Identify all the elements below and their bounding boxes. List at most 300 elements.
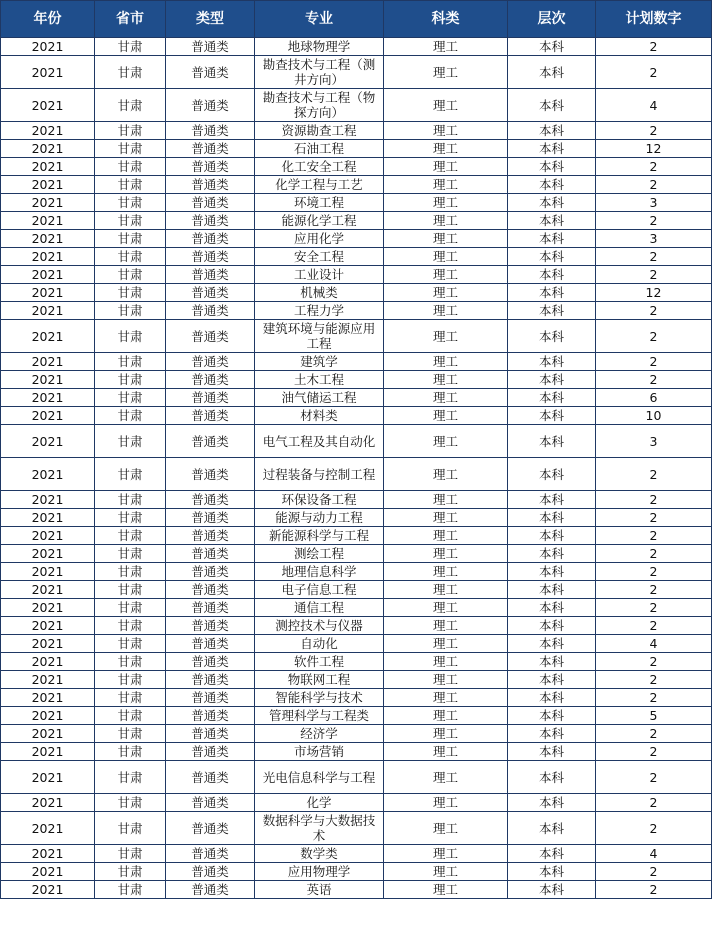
- cell-subject: 理工: [384, 158, 508, 176]
- cell-subject: 理工: [384, 458, 508, 491]
- cell-year: 2021: [1, 707, 95, 725]
- cell-subject: 理工: [384, 725, 508, 743]
- cell-level: 本科: [508, 122, 596, 140]
- cell-type: 普通类: [166, 581, 255, 599]
- cell-plan-count: 2: [596, 794, 712, 812]
- cell-type: 普通类: [166, 320, 255, 353]
- cell-type: 普通类: [166, 140, 255, 158]
- header-subject: 科类: [384, 1, 508, 38]
- cell-level: 本科: [508, 653, 596, 671]
- cell-type: 普通类: [166, 122, 255, 140]
- table-row: [1, 635, 712, 653]
- cell-level: 本科: [508, 194, 596, 212]
- cell-level: 本科: [508, 491, 596, 509]
- cell-plan-count: 2: [596, 812, 712, 845]
- cell-province: 甘肃: [95, 761, 166, 794]
- cell-type: 普通类: [166, 653, 255, 671]
- cell-province: 甘肃: [95, 212, 166, 230]
- cell-type: 普通类: [166, 563, 255, 581]
- cell-major: 化学工程与工艺: [255, 176, 384, 194]
- cell-level: 本科: [508, 230, 596, 248]
- cell-plan-count: 3: [596, 425, 712, 458]
- cell-province: 甘肃: [95, 353, 166, 371]
- cell-province: 甘肃: [95, 89, 166, 122]
- cell-level: 本科: [508, 458, 596, 491]
- cell-major: 石油工程: [255, 140, 384, 158]
- table-row: [1, 689, 712, 707]
- cell-major: 新能源科学与工程: [255, 527, 384, 545]
- cell-type: 普通类: [166, 248, 255, 266]
- table-row: [1, 794, 712, 812]
- cell-plan-count: 2: [596, 266, 712, 284]
- cell-level: 本科: [508, 302, 596, 320]
- cell-year: 2021: [1, 581, 95, 599]
- cell-major: 油气储运工程: [255, 389, 384, 407]
- table-row: [1, 407, 712, 425]
- cell-level: 本科: [508, 599, 596, 617]
- cell-province: 甘肃: [95, 248, 166, 266]
- table-row: [1, 653, 712, 671]
- cell-level: 本科: [508, 707, 596, 725]
- cell-year: 2021: [1, 761, 95, 794]
- cell-subject: 理工: [384, 38, 508, 56]
- cell-major: 机械类: [255, 284, 384, 302]
- cell-subject: 理工: [384, 671, 508, 689]
- cell-year: 2021: [1, 599, 95, 617]
- cell-major: 材料类: [255, 407, 384, 425]
- cell-type: 普通类: [166, 725, 255, 743]
- cell-province: 甘肃: [95, 389, 166, 407]
- cell-province: 甘肃: [95, 599, 166, 617]
- cell-level: 本科: [508, 617, 596, 635]
- table-row: [1, 56, 712, 89]
- cell-major: 过程装备与控制工程: [255, 458, 384, 491]
- cell-plan-count: 2: [596, 863, 712, 881]
- cell-province: 甘肃: [95, 158, 166, 176]
- header-year: 年份: [1, 1, 95, 38]
- cell-plan-count: 12: [596, 284, 712, 302]
- header-province: 省市: [95, 1, 166, 38]
- cell-province: 甘肃: [95, 140, 166, 158]
- cell-plan-count: 2: [596, 761, 712, 794]
- cell-year: 2021: [1, 425, 95, 458]
- cell-type: 普通类: [166, 761, 255, 794]
- table-row: [1, 743, 712, 761]
- cell-major: 市场营销: [255, 743, 384, 761]
- cell-year: 2021: [1, 689, 95, 707]
- cell-level: 本科: [508, 371, 596, 389]
- cell-year: 2021: [1, 194, 95, 212]
- cell-level: 本科: [508, 563, 596, 581]
- cell-major: 测绘工程: [255, 545, 384, 563]
- cell-plan-count: 2: [596, 671, 712, 689]
- cell-major: 勘查技术与工程（物探方向）: [255, 89, 384, 122]
- cell-major: 通信工程: [255, 599, 384, 617]
- cell-province: 甘肃: [95, 671, 166, 689]
- cell-subject: 理工: [384, 407, 508, 425]
- cell-plan-count: 2: [596, 491, 712, 509]
- cell-type: 普通类: [166, 230, 255, 248]
- cell-plan-count: 4: [596, 635, 712, 653]
- header-plan-count: 计划数字: [596, 1, 712, 38]
- cell-year: 2021: [1, 284, 95, 302]
- cell-subject: 理工: [384, 89, 508, 122]
- cell-major: 应用化学: [255, 230, 384, 248]
- table-row: [1, 320, 712, 353]
- cell-type: 普通类: [166, 545, 255, 563]
- cell-province: 甘肃: [95, 743, 166, 761]
- cell-type: 普通类: [166, 56, 255, 89]
- cell-province: 甘肃: [95, 38, 166, 56]
- cell-province: 甘肃: [95, 794, 166, 812]
- cell-level: 本科: [508, 725, 596, 743]
- cell-level: 本科: [508, 38, 596, 56]
- cell-type: 普通类: [166, 599, 255, 617]
- cell-plan-count: 2: [596, 176, 712, 194]
- table-row: [1, 122, 712, 140]
- cell-plan-count: 3: [596, 194, 712, 212]
- cell-province: 甘肃: [95, 881, 166, 899]
- cell-subject: 理工: [384, 707, 508, 725]
- cell-province: 甘肃: [95, 581, 166, 599]
- cell-type: 普通类: [166, 617, 255, 635]
- cell-province: 甘肃: [95, 458, 166, 491]
- cell-year: 2021: [1, 881, 95, 899]
- cell-subject: 理工: [384, 599, 508, 617]
- cell-year: 2021: [1, 671, 95, 689]
- cell-plan-count: 2: [596, 617, 712, 635]
- cell-type: 普通类: [166, 863, 255, 881]
- cell-major: 环保设备工程: [255, 491, 384, 509]
- cell-subject: 理工: [384, 371, 508, 389]
- cell-province: 甘肃: [95, 266, 166, 284]
- cell-level: 本科: [508, 158, 596, 176]
- table-row: [1, 458, 712, 491]
- cell-major: 管理科学与工程类: [255, 707, 384, 725]
- cell-year: 2021: [1, 38, 95, 56]
- table-row: [1, 140, 712, 158]
- cell-subject: 理工: [384, 545, 508, 563]
- cell-province: 甘肃: [95, 653, 166, 671]
- table-row: [1, 353, 712, 371]
- cell-level: 本科: [508, 581, 596, 599]
- cell-subject: 理工: [384, 509, 508, 527]
- table-row: [1, 266, 712, 284]
- cell-type: 普通类: [166, 158, 255, 176]
- cell-province: 甘肃: [95, 371, 166, 389]
- cell-major: 物联网工程: [255, 671, 384, 689]
- cell-subject: 理工: [384, 176, 508, 194]
- cell-subject: 理工: [384, 743, 508, 761]
- cell-plan-count: 2: [596, 653, 712, 671]
- table-row: [1, 599, 712, 617]
- cell-plan-count: 2: [596, 320, 712, 353]
- cell-level: 本科: [508, 812, 596, 845]
- cell-year: 2021: [1, 230, 95, 248]
- cell-level: 本科: [508, 284, 596, 302]
- cell-year: 2021: [1, 635, 95, 653]
- cell-subject: 理工: [384, 248, 508, 266]
- cell-province: 甘肃: [95, 230, 166, 248]
- cell-province: 甘肃: [95, 563, 166, 581]
- cell-year: 2021: [1, 56, 95, 89]
- cell-year: 2021: [1, 122, 95, 140]
- cell-plan-count: 4: [596, 845, 712, 863]
- cell-level: 本科: [508, 389, 596, 407]
- cell-level: 本科: [508, 671, 596, 689]
- cell-major: 数据科学与大数据技术: [255, 812, 384, 845]
- cell-plan-count: 2: [596, 581, 712, 599]
- table-row: [1, 845, 712, 863]
- cell-year: 2021: [1, 140, 95, 158]
- cell-subject: 理工: [384, 617, 508, 635]
- cell-major: 化工安全工程: [255, 158, 384, 176]
- cell-major: 光电信息科学与工程: [255, 761, 384, 794]
- cell-plan-count: 2: [596, 248, 712, 266]
- cell-province: 甘肃: [95, 527, 166, 545]
- cell-type: 普通类: [166, 509, 255, 527]
- cell-plan-count: 2: [596, 353, 712, 371]
- cell-subject: 理工: [384, 845, 508, 863]
- cell-year: 2021: [1, 176, 95, 194]
- cell-plan-count: 2: [596, 509, 712, 527]
- cell-major: 英语: [255, 881, 384, 899]
- cell-subject: 理工: [384, 122, 508, 140]
- cell-subject: 理工: [384, 266, 508, 284]
- cell-level: 本科: [508, 266, 596, 284]
- cell-level: 本科: [508, 881, 596, 899]
- table-row: [1, 617, 712, 635]
- cell-subject: 理工: [384, 812, 508, 845]
- cell-level: 本科: [508, 320, 596, 353]
- cell-type: 普通类: [166, 302, 255, 320]
- cell-major: 建筑学: [255, 353, 384, 371]
- cell-province: 甘肃: [95, 425, 166, 458]
- cell-plan-count: 2: [596, 371, 712, 389]
- cell-province: 甘肃: [95, 725, 166, 743]
- cell-plan-count: 2: [596, 599, 712, 617]
- cell-major: 工程力学: [255, 302, 384, 320]
- table-row: [1, 212, 712, 230]
- cell-plan-count: 2: [596, 38, 712, 56]
- cell-level: 本科: [508, 353, 596, 371]
- cell-subject: 理工: [384, 389, 508, 407]
- cell-subject: 理工: [384, 140, 508, 158]
- cell-subject: 理工: [384, 284, 508, 302]
- table-row: [1, 527, 712, 545]
- cell-subject: 理工: [384, 230, 508, 248]
- cell-major: 土木工程: [255, 371, 384, 389]
- cell-major: 电气工程及其自动化: [255, 425, 384, 458]
- cell-level: 本科: [508, 794, 596, 812]
- cell-province: 甘肃: [95, 56, 166, 89]
- cell-subject: 理工: [384, 635, 508, 653]
- cell-year: 2021: [1, 407, 95, 425]
- cell-province: 甘肃: [95, 302, 166, 320]
- cell-year: 2021: [1, 725, 95, 743]
- cell-major: 软件工程: [255, 653, 384, 671]
- cell-level: 本科: [508, 407, 596, 425]
- cell-type: 普通类: [166, 353, 255, 371]
- cell-major: 勘查技术与工程（测井方向）: [255, 56, 384, 89]
- table-row: [1, 545, 712, 563]
- cell-year: 2021: [1, 353, 95, 371]
- cell-subject: 理工: [384, 56, 508, 89]
- table-header: [1, 1, 712, 38]
- cell-plan-count: 2: [596, 122, 712, 140]
- cell-major: 能源化学工程: [255, 212, 384, 230]
- cell-plan-count: 4: [596, 89, 712, 122]
- cell-plan-count: 2: [596, 545, 712, 563]
- cell-level: 本科: [508, 863, 596, 881]
- cell-type: 普通类: [166, 425, 255, 458]
- cell-major: 安全工程: [255, 248, 384, 266]
- cell-year: 2021: [1, 653, 95, 671]
- table-row: [1, 230, 712, 248]
- cell-subject: 理工: [384, 491, 508, 509]
- cell-type: 普通类: [166, 89, 255, 122]
- cell-type: 普通类: [166, 176, 255, 194]
- cell-subject: 理工: [384, 563, 508, 581]
- table-row: [1, 509, 712, 527]
- cell-year: 2021: [1, 812, 95, 845]
- table-row: [1, 761, 712, 794]
- table-row: [1, 248, 712, 266]
- cell-year: 2021: [1, 545, 95, 563]
- cell-major: 环境工程: [255, 194, 384, 212]
- cell-major: 应用物理学: [255, 863, 384, 881]
- cell-type: 普通类: [166, 527, 255, 545]
- cell-type: 普通类: [166, 458, 255, 491]
- cell-year: 2021: [1, 212, 95, 230]
- cell-plan-count: 3: [596, 230, 712, 248]
- cell-level: 本科: [508, 527, 596, 545]
- cell-subject: 理工: [384, 689, 508, 707]
- cell-type: 普通类: [166, 212, 255, 230]
- table-row: [1, 302, 712, 320]
- table-row: [1, 194, 712, 212]
- cell-subject: 理工: [384, 320, 508, 353]
- cell-plan-count: 2: [596, 527, 712, 545]
- cell-level: 本科: [508, 689, 596, 707]
- cell-major: 智能科学与技术: [255, 689, 384, 707]
- table-row: [1, 371, 712, 389]
- cell-year: 2021: [1, 617, 95, 635]
- cell-province: 甘肃: [95, 545, 166, 563]
- cell-type: 普通类: [166, 635, 255, 653]
- table-row: [1, 563, 712, 581]
- cell-type: 普通类: [166, 266, 255, 284]
- cell-major: 经济学: [255, 725, 384, 743]
- cell-year: 2021: [1, 320, 95, 353]
- cell-province: 甘肃: [95, 635, 166, 653]
- cell-level: 本科: [508, 635, 596, 653]
- cell-plan-count: 2: [596, 725, 712, 743]
- cell-type: 普通类: [166, 671, 255, 689]
- cell-province: 甘肃: [95, 122, 166, 140]
- cell-major: 资源勘查工程: [255, 122, 384, 140]
- cell-year: 2021: [1, 845, 95, 863]
- table-row: [1, 671, 712, 689]
- cell-major: 地理信息科学: [255, 563, 384, 581]
- cell-subject: 理工: [384, 212, 508, 230]
- table-row: [1, 863, 712, 881]
- cell-province: 甘肃: [95, 491, 166, 509]
- cell-province: 甘肃: [95, 863, 166, 881]
- cell-level: 本科: [508, 845, 596, 863]
- cell-plan-count: 2: [596, 158, 712, 176]
- cell-major: 工业设计: [255, 266, 384, 284]
- cell-year: 2021: [1, 158, 95, 176]
- cell-province: 甘肃: [95, 194, 166, 212]
- cell-year: 2021: [1, 563, 95, 581]
- table-row: [1, 491, 712, 509]
- cell-province: 甘肃: [95, 407, 166, 425]
- cell-level: 本科: [508, 743, 596, 761]
- cell-plan-count: 2: [596, 563, 712, 581]
- cell-type: 普通类: [166, 491, 255, 509]
- cell-province: 甘肃: [95, 320, 166, 353]
- cell-type: 普通类: [166, 38, 255, 56]
- cell-province: 甘肃: [95, 509, 166, 527]
- cell-province: 甘肃: [95, 689, 166, 707]
- cell-year: 2021: [1, 743, 95, 761]
- cell-province: 甘肃: [95, 617, 166, 635]
- cell-year: 2021: [1, 89, 95, 122]
- cell-level: 本科: [508, 509, 596, 527]
- header-row: [1, 1, 712, 38]
- table-body: [1, 38, 712, 899]
- cell-type: 普通类: [166, 743, 255, 761]
- table-row: [1, 707, 712, 725]
- cell-major: 能源与动力工程: [255, 509, 384, 527]
- cell-level: 本科: [508, 545, 596, 563]
- table-row: [1, 581, 712, 599]
- cell-type: 普通类: [166, 845, 255, 863]
- header-major: 专业: [255, 1, 384, 38]
- cell-plan-count: 2: [596, 458, 712, 491]
- table-row: [1, 725, 712, 743]
- cell-year: 2021: [1, 509, 95, 527]
- cell-major: 化学: [255, 794, 384, 812]
- table-row: [1, 425, 712, 458]
- cell-major: 地球物理学: [255, 38, 384, 56]
- cell-type: 普通类: [166, 689, 255, 707]
- cell-subject: 理工: [384, 581, 508, 599]
- cell-subject: 理工: [384, 353, 508, 371]
- cell-type: 普通类: [166, 194, 255, 212]
- cell-year: 2021: [1, 458, 95, 491]
- cell-level: 本科: [508, 176, 596, 194]
- cell-subject: 理工: [384, 194, 508, 212]
- cell-plan-count: 2: [596, 689, 712, 707]
- header-level: 层次: [508, 1, 596, 38]
- cell-type: 普通类: [166, 794, 255, 812]
- cell-type: 普通类: [166, 881, 255, 899]
- cell-subject: 理工: [384, 881, 508, 899]
- cell-year: 2021: [1, 389, 95, 407]
- cell-plan-count: 2: [596, 743, 712, 761]
- cell-year: 2021: [1, 527, 95, 545]
- table-row: [1, 89, 712, 122]
- cell-subject: 理工: [384, 761, 508, 794]
- table-row: [1, 389, 712, 407]
- cell-year: 2021: [1, 863, 95, 881]
- cell-subject: 理工: [384, 302, 508, 320]
- cell-level: 本科: [508, 761, 596, 794]
- cell-major: 电子信息工程: [255, 581, 384, 599]
- cell-subject: 理工: [384, 794, 508, 812]
